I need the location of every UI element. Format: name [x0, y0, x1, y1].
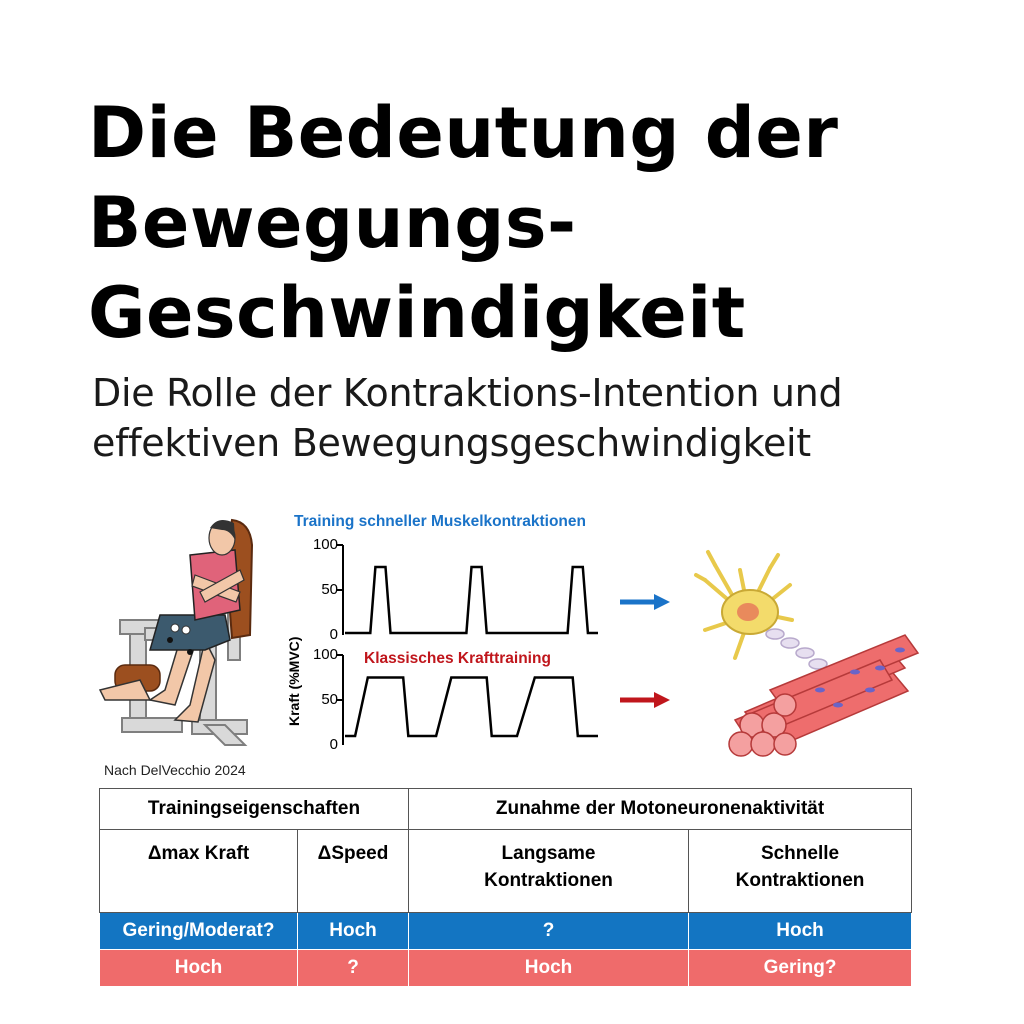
cell-fast-speed: Hoch	[298, 913, 409, 950]
cell-classic-speed: ?	[298, 950, 409, 987]
cell-classic-max-force: Hoch	[100, 950, 298, 987]
header-training-properties: Trainingseigenschaften	[100, 789, 409, 830]
cell-classic-fast: Gering?	[689, 950, 912, 987]
col-slow-line-2: Kontraktionen	[484, 870, 613, 891]
title-line-1: Die Bedeutung der	[88, 92, 839, 174]
leg-extension-machine-illustration	[100, 520, 252, 745]
col-slow-contractions	[409, 830, 689, 913]
title-line-3: Geschwindigkeit	[88, 272, 746, 354]
chart-fast-tick-50: 50	[321, 581, 338, 598]
subtitle-line-1: Die Rolle der Kontraktions-Intention und	[92, 371, 843, 415]
chart-classic-tick-0: 0	[329, 736, 338, 753]
table-header-row	[100, 789, 912, 830]
subtitle-line-2: effektiven Bewegungsgeschwindigkeit	[92, 421, 811, 465]
motor-neuron-icon	[696, 552, 836, 681]
col-slow-line-1: Langsame	[501, 843, 596, 864]
cell-classic-slow: Hoch	[409, 950, 689, 987]
table-row-fast-training	[100, 913, 912, 950]
chart-fast-tick-100: 100	[312, 536, 338, 553]
cell-fast-max-force: Gering/Moderat?	[100, 913, 298, 950]
col-speed: ΔSpeed	[298, 830, 409, 913]
header-motoneuron-activity: Zunahme der Motoneuronenaktivität	[409, 789, 912, 830]
chart-y-axis-label: Kraft (%MVC)	[286, 636, 302, 726]
col-fast-contractions	[689, 830, 912, 913]
comparison-table	[99, 788, 912, 987]
cell-fast-slow: ?	[409, 913, 689, 950]
col-fast-line-1: Schnelle	[760, 843, 840, 864]
chart-classic-tick-100: 100	[312, 646, 338, 663]
chart-classic-force-trace	[345, 678, 598, 737]
chart-classic-title: Klassisches Krafttraining	[364, 650, 551, 667]
chart-classic-tick-50: 50	[321, 691, 338, 708]
arrow-classic-icon	[620, 692, 670, 708]
source-caption: Nach DelVecchio 2024	[104, 762, 246, 778]
muscle-fiber-bundle-icon	[729, 635, 918, 756]
col-fast-line-2: Kontraktionen	[735, 870, 865, 891]
chart-fast-force-trace	[345, 567, 598, 633]
table-subheader-row	[100, 830, 912, 913]
chart-fast-title: Training schneller Muskelkontraktionen	[294, 513, 586, 530]
arrow-fast-icon	[620, 594, 670, 610]
title-line-2: Bewegungs-	[88, 182, 577, 264]
col-max-force: Δmax Kraft	[100, 830, 298, 913]
cell-fast-fast: Hoch	[689, 913, 912, 950]
chart-fast-tick-0: 0	[329, 626, 338, 643]
table-row-classic-training	[100, 950, 912, 987]
